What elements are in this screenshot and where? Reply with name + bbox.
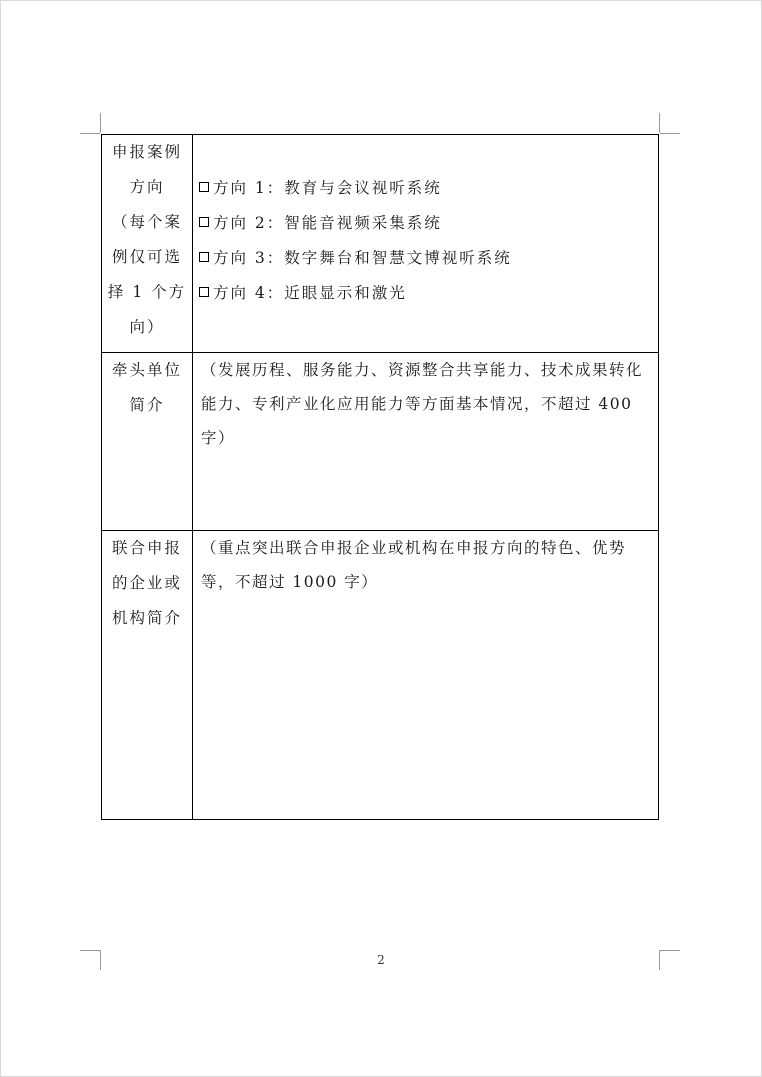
crop-mark-bottom-right xyxy=(660,950,680,951)
direction-option-2[interactable] xyxy=(199,206,658,241)
label-line: 例仅可选 xyxy=(111,248,182,266)
checkbox-icon[interactable] xyxy=(199,287,209,297)
application-form-table xyxy=(101,134,659,820)
label-case-direction xyxy=(102,135,193,353)
row-joint-applicants xyxy=(102,531,659,820)
lead-unit-input-cell[interactable] xyxy=(193,353,659,531)
row-lead-unit xyxy=(102,353,659,531)
label-line: 向） xyxy=(129,318,165,336)
label-line: 的企业或 xyxy=(111,574,182,592)
option-label: 方向 2：智能音视频采集系统 xyxy=(213,214,442,232)
checkbox-icon[interactable] xyxy=(199,182,209,192)
label-line: 择 1 个方 xyxy=(107,283,187,301)
direction-option-4[interactable] xyxy=(199,276,658,311)
option-label: 方向 1：教育与会议视听系统 xyxy=(213,179,442,197)
label-line: 简介 xyxy=(129,396,165,414)
option-label: 方向 4：近眼显示和激光 xyxy=(213,284,407,302)
label-line: （每个案 xyxy=(111,213,182,231)
label-line: 申报案例 xyxy=(111,143,182,161)
crop-mark-top-left xyxy=(100,113,101,133)
direction-options xyxy=(193,135,658,311)
label-lead-unit xyxy=(102,353,193,531)
direction-option-3[interactable] xyxy=(199,241,658,276)
checkbox-icon[interactable] xyxy=(199,252,209,262)
crop-mark-top-right xyxy=(659,113,660,133)
crop-mark-bottom-left xyxy=(80,950,100,951)
label-joint-applicants xyxy=(102,531,193,820)
label-line: 联合申报 xyxy=(111,539,182,557)
direction-options-cell xyxy=(193,135,659,353)
page-number: 2 xyxy=(377,953,385,967)
option-label: 方向 3：数字舞台和智慧文博视听系统 xyxy=(213,249,512,267)
direction-option-1[interactable] xyxy=(199,171,658,206)
crop-mark-top-right xyxy=(660,133,680,134)
row-case-direction xyxy=(102,135,659,353)
crop-mark-top-left xyxy=(80,133,100,134)
lead-unit-hint: （发展历程、服务能力、资源整合共享能力、技术成果转化能力、专利产业化应用能力等方面基本情况，不超过 400 字） xyxy=(201,361,644,447)
joint-applicants-hint: （重点突出联合申报企业或机构在申报方向的特色、优势等，不超过 1000 字） xyxy=(201,539,627,591)
label-line: 机构简介 xyxy=(111,609,182,627)
checkbox-icon[interactable] xyxy=(199,217,209,227)
label-line: 牵头单位 xyxy=(111,361,182,379)
joint-applicants-input-cell[interactable] xyxy=(193,531,659,820)
label-line: 方向 xyxy=(129,178,165,196)
